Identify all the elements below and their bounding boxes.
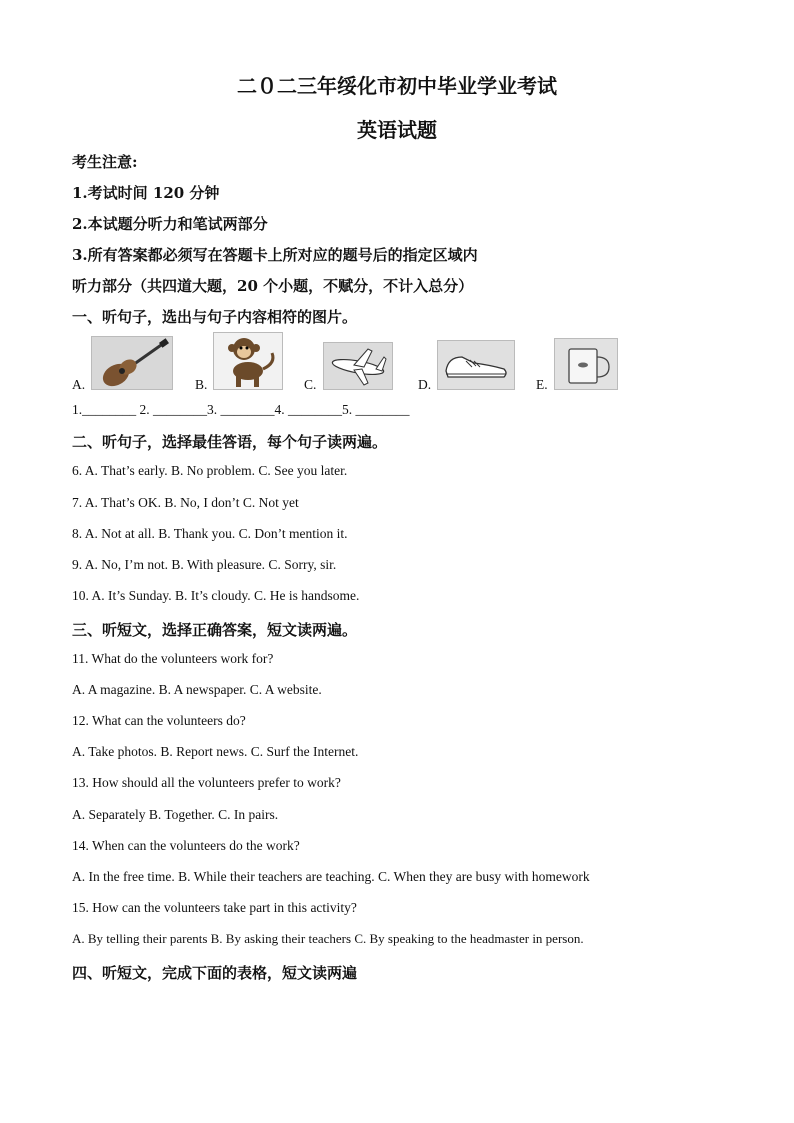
monkey-icon — [213, 332, 283, 390]
options-line: A. A magazine. B. A newspaper. C. A website. — [72, 682, 322, 697]
question-line: 11. What do the volunteers work for? — [72, 651, 274, 666]
picture-label-c: C. — [304, 377, 317, 392]
airplane-icon — [323, 342, 393, 390]
section3-heading: 三、听短文，选择正确答案，短文读两遍。 — [72, 621, 358, 639]
section2-heading: 二、听句子，选择最佳答语，每个句子读两遍。 — [72, 433, 388, 451]
cup-icon — [554, 338, 618, 390]
picture-label-e: E. — [536, 377, 548, 392]
question-row: 7. A. That’s OK. B. No, I don’t C. Not yet — [72, 495, 299, 510]
guitar-icon — [91, 336, 173, 390]
question-row: 10. A. It’s Sunday. B. It’s cloudy. C. He is handsome. — [72, 588, 360, 603]
question-row: 6. A. That’s early. B. No problem. C. See you later. — [72, 463, 348, 478]
exam-title: 二０二三年绥化市初中毕业学业考试 — [237, 74, 557, 98]
answer-blanks: 1.________ 2. ________3. ________4. ________5. ________ — [72, 402, 410, 417]
listening-intro: 听力部分（共四道大题，20 个小题，不赋分，不计入总分） — [72, 277, 474, 295]
options-line: A. By telling their parents B. By asking their teachers C. By speaking to the headmaster in person. — [72, 931, 584, 946]
picture-label-d: D. — [418, 377, 432, 392]
question-row: 9. A. No, I’m not. B. With pleasure. C. Sorry, sir. — [72, 557, 337, 572]
section1-heading: 一、听句子，选出与句子内容相符的图片。 — [72, 308, 358, 326]
note-item: 3.所有答案都必须写在答题卡上所对应的题号后的指定区域内 — [72, 246, 478, 264]
picture-label-b: B. — [195, 377, 208, 392]
notes-heading: 考生注意: — [72, 153, 138, 171]
section4-heading: 四、听短文，完成下面的表格，短文读两遍 — [72, 964, 358, 982]
question-row: 8. A. Not at all. B. Thank you. C. Don’t mention it. — [72, 526, 348, 541]
sneaker-icon — [437, 340, 515, 390]
options-line: A. In the free time. B. While their teachers are teaching. C. When they are busy with homework — [72, 869, 590, 884]
options-line: A. Take photos. B. Report news. C. Surf the Internet. — [72, 744, 359, 759]
picture-label-a: A. — [72, 377, 86, 392]
note-item: 2.本试题分听力和笔试两部分 — [72, 215, 268, 233]
question-line: 14. When can the volunteers do the work? — [72, 838, 300, 853]
question-line: 13. How should all the volunteers prefer to work? — [72, 775, 341, 790]
question-line: 15. How can the volunteers take part in this activity? — [72, 900, 357, 915]
exam-subtitle: 英语试题 — [357, 118, 437, 142]
options-line: A. Separately B. Together. C. In pairs. — [72, 807, 279, 822]
note-item: 1.考试时间 120 分钟 — [72, 184, 220, 202]
question-line: 12. What can the volunteers do? — [72, 713, 246, 728]
